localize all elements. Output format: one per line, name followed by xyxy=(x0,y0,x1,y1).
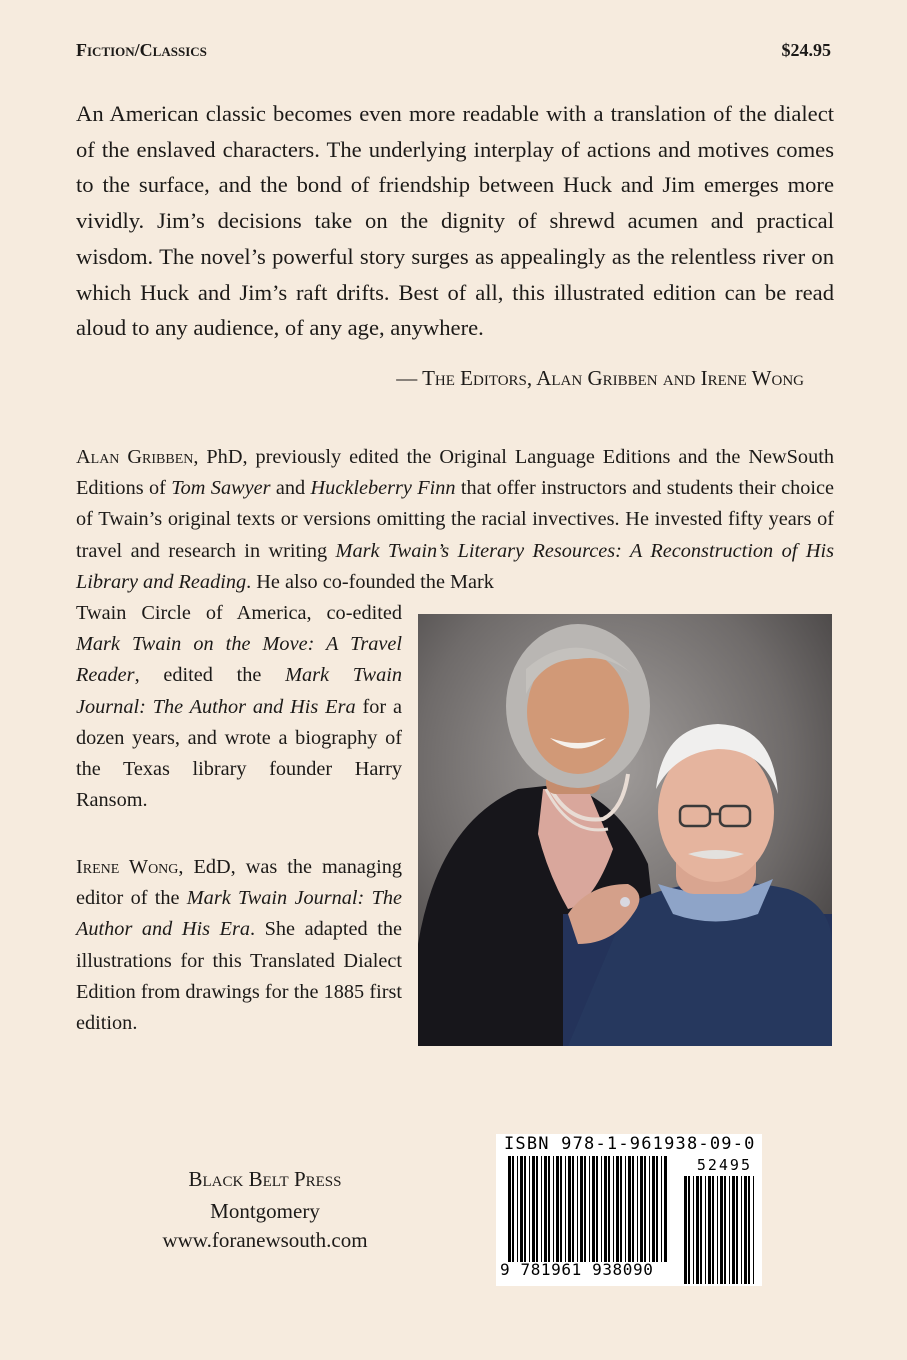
price-label: $24.95 xyxy=(781,40,831,60)
bio-text: . She adapted the illustrations for this Translated Dialect Edition from drawings for the 1885 first edition. xyxy=(76,918,402,1035)
price-code: 52495 xyxy=(696,1156,752,1174)
journal-title: Mark Twain Journal: The Author and His Era xyxy=(76,664,402,718)
bio-text: for a dozen years, and wrote a biography of the Texas library founder Harry Ransom. xyxy=(76,695,402,812)
publisher-name: Black Belt Press xyxy=(188,1167,342,1191)
bio-text: , edited the xyxy=(134,664,286,687)
book-title: Mark Twain’s Literary Resources: A Reconstruction of His Library and Reading xyxy=(76,539,834,593)
blurb-paragraph: An American classic becomes even more readable with a translation of the dialect of the enslaved characters. The underlying interplay of actions and motives comes to the surface, and the bond of friendship between Huck and Jim emerges more vividly. Jim’s decisions take on the dignity of shrewd acumen and practical wisdom. The novel’s powerful story surges as appealingly as the relentless river on which Huck and Jim’s raft drifts. Best of all, this illustrated edition can be read aloud to any audience, of any age, anywhere. xyxy=(76,101,834,341)
bio-text: Twain Circle of America, co-edited xyxy=(76,602,402,624)
bio-alan-gribben-bottom xyxy=(76,598,402,816)
book-title: Huckleberry Finn xyxy=(310,477,456,500)
author-photo-illustration xyxy=(418,614,832,1046)
book-title: Mark Twain on the Move: A Travel Reader xyxy=(76,633,402,687)
bio-text: , EdD, was the managing editor of the xyxy=(76,856,402,910)
bio-text: , PhD, previously edited the Original Language Editions and the NewSouth Editions of xyxy=(76,446,834,500)
author-photo xyxy=(418,614,832,1046)
isbn-barcode xyxy=(496,1134,762,1286)
bio-name: Alan Gribben xyxy=(76,446,194,468)
publisher-city: Montgomery xyxy=(210,1199,320,1223)
bio-irene-wong xyxy=(76,852,402,1039)
bio-alan-gribben-top xyxy=(76,442,834,598)
bio-name: Irene Wong xyxy=(76,856,179,878)
bio-text: and xyxy=(270,477,311,500)
journal-title: Mark Twain Journal: The Author and His Era xyxy=(76,887,402,941)
ean-digits: 9 781961 938090 xyxy=(500,1260,654,1279)
bio-text: that offer instructors and students their choice of Twain’s original texts or versions omitting the racial invectives. He invested fifty years of travel and research in writing xyxy=(76,477,835,562)
blurb-attribution: — The Editors, Alan Gribben and Irene Wong xyxy=(396,366,804,390)
publisher-url[interactable]: www.foranewsouth.com xyxy=(162,1228,368,1252)
category-label: Fiction/Classics xyxy=(76,40,207,60)
isbn-number: ISBN 978-1-961938-09-0 xyxy=(504,1134,756,1154)
bio-text: . He also co-founded the Mark xyxy=(246,570,494,593)
book-title: Tom Sawyer xyxy=(171,477,271,500)
